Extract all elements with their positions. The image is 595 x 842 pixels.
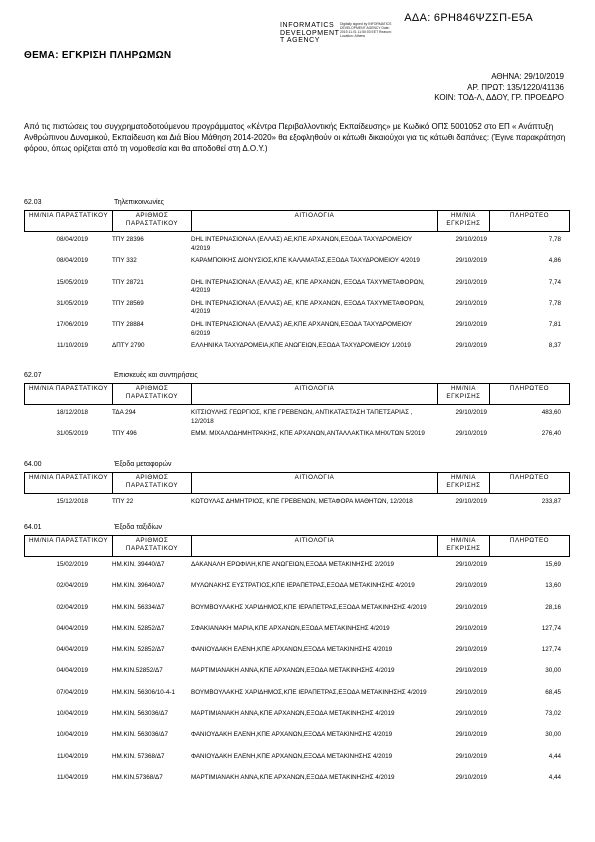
cell-amount: 30,00: [545, 667, 561, 675]
cell-date: 15/12/2018: [56, 498, 88, 505]
cell-doc: ΗΜ.ΚΙΝ. 39440/Δ7: [112, 561, 165, 568]
cell-amount: 13,60: [545, 582, 561, 590]
cell-doc: ΤΠΥ 332: [112, 257, 137, 265]
column-header-amount: ΠΛΗΡΩΤΕΟ: [490, 384, 570, 405]
digital-signature-text: Digitally signed by INFORMATICS DEVELOPMENT AGENCY Date: 2019.11.01 11:50:03 EET Reason: Location: Athens: [340, 22, 392, 38]
table-row: [24, 257, 569, 278]
section-rows: [24, 561, 569, 795]
cell-date: 08/04/2019: [56, 257, 88, 265]
cell-desc: ΒΟΥΜΒΟΥΛΑΚΗΣ ΧΑΡΙΔΗΜΟΣ,ΚΠΕ ΙΕΡΑΠΕΤΡΑΣ,ΕΞΟΔΑ ΜΕΤΑΚΙΝΗΣΗΣ 4/2019: [191, 688, 427, 696]
section-rows: [24, 409, 569, 452]
logo-line-3: T AGENCY: [280, 37, 321, 44]
cell-date: 08/04/2019: [56, 236, 88, 243]
cell-desc: ΦΑΝΙΟΥΔΑΚΗ ΕΛΕΝΗ,ΚΠΕ ΑΡΧΑΝΩΝ,ΕΞΟΔΑ ΜΕΤΑΚΙΝΗΣΗΣ 4/2019: [191, 646, 393, 654]
cell-amount: 4,44: [548, 752, 561, 760]
cell-doc: ΤΠΥ 22: [112, 498, 134, 505]
cell-date: 10/04/2019: [56, 710, 88, 718]
cell-amount: 127,74: [541, 646, 561, 654]
table-row: [24, 321, 569, 342]
section-table-header: [24, 383, 570, 405]
cell-approval: 29/10/2019: [455, 321, 487, 329]
cell-date: 04/04/2019: [56, 646, 88, 654]
cell-approval: 29/10/2019: [455, 710, 487, 718]
cell-amount: 4,44: [548, 773, 561, 781]
cell-approval: 29/10/2019: [455, 278, 487, 286]
agency-logo: [280, 22, 392, 45]
column-header-desc: ΑΙΤΙΟΛΟΓΙΑ: [192, 473, 438, 494]
column-header-approval: ΗΜ/ΝΙΑ ΕΓΚΡΙΣΗΣ: [438, 211, 490, 232]
cell-approval: 29/10/2019: [455, 582, 487, 590]
cell-doc: ΗΜ.ΚΙΝ.52852/Δ7: [112, 667, 163, 675]
cell-approval: 29/10/2019: [455, 603, 487, 611]
cell-desc: DHL ΙΝΤΕΡΝΑΣΙΟΝΑΛ (ΕΛΛΑΣ) ΑΕ,ΚΠΕ ΑΡΧΑΝΩΝ,ΕΞΟΔΑ ΤΑΧΥΔΡΟΜΕΙΟΥ 6/2019: [191, 321, 412, 337]
header-row: [25, 384, 570, 405]
section-code: 62.03: [24, 199, 42, 206]
cell-date: 17/06/2019: [56, 321, 88, 329]
section-title: Έξοδα μεταφορών: [114, 461, 172, 468]
cell-doc: ΗΜ.ΚΙΝ. 39640/Δ7: [112, 582, 165, 590]
cell-desc: ΣΦΑΚΙΑΝΑΚΗ ΜΑΡΙΑ,ΚΠΕ ΑΡΧΑΝΩΝ,ΕΞΟΔΑ ΜΕΤΑΚΙΝΗΣΗΣ 4/2019: [191, 624, 390, 632]
cell-doc: ΗΜ.ΚΙΝ. 563036/Δ7: [112, 731, 169, 739]
cell-approval: 29/10/2019: [455, 257, 487, 265]
column-header-amount: ΠΛΗΡΩΤΕΟ: [490, 536, 570, 557]
column-header-desc: ΑΙΤΙΟΛΟΓΙΑ: [192, 384, 438, 405]
table-row: [24, 667, 569, 688]
cell-desc: DHL ΙΝΤΕΡΝΑΣΙΟΝΑΛ (ΕΛΛΑΣ) ΑΕ,ΚΠΕ ΑΡΧΑΝΩΝ,ΕΞΟΔΑ ΤΑΧΥΔΡΟΜΕΙΟΥ 4/2019: [191, 236, 412, 252]
cell-approval: 29/10/2019: [455, 646, 487, 654]
cell-desc: ΜΑΡΤΙΜΙΑΝΑΚΗ ΑΝΝΑ,ΚΠΕ ΑΡΧΑΝΩΝ,ΕΞΟΔΑ ΜΕΤΑΚΙΝΗΣΗΣ 4/2019: [191, 710, 395, 718]
cell-approval: 29/10/2019: [455, 409, 487, 416]
section-table-header: [24, 472, 570, 494]
column-header-desc: ΑΙΤΙΟΛΟΓΙΑ: [192, 211, 438, 232]
cell-approval: 29/10/2019: [455, 498, 487, 505]
cell-desc: DHL ΙΝΤΕΡΝΑΣΙΟΝΑΛ (ΕΛΛΑΣ) ΑΕ, ΚΠΕ ΑΡΧΑΝΩΝ, ΕΞΟΔΑ ΤΑΧΥΜΕΤΑΦΟΡΩΝ, 4/2019: [191, 278, 425, 295]
cell-doc: ΗΜ.ΚΙΝ. 57368/Δ7: [112, 752, 165, 760]
protocol-number: ΑΡ. ΠΡΩΤ: 135/1220/41136: [467, 82, 564, 92]
cell-date: 11/10/2019: [56, 342, 88, 350]
cell-doc: ΗΜ.ΚΙΝ. 52852/Δ7: [112, 624, 165, 632]
cell-date: 02/04/2019: [56, 603, 88, 611]
cell-approval: 29/10/2019: [455, 624, 487, 632]
date-block: [340, 72, 564, 104]
section-rows: [24, 498, 569, 519]
cell-amount: 233,87: [541, 498, 561, 505]
cell-amount: 7,78: [548, 236, 561, 243]
cell-desc: ΜΑΡΤΙΜΙΑΝΑΚΗ ΑΝΝΑ,ΚΠΕ ΑΡΧΑΝΩΝ,ΕΞΟΔΑ ΜΕΤΑΚΙΝΗΣΗΣ 4/2019: [191, 667, 395, 675]
table-row: [24, 409, 569, 430]
cell-approval: 29/10/2019: [455, 667, 487, 675]
cell-doc: ΗΜ.ΚΙΝ. 56334/Δ7: [112, 603, 165, 611]
table-row: [24, 279, 569, 300]
cell-approval: 29/10/2019: [455, 561, 487, 568]
section-code: 64.00: [24, 461, 42, 468]
cell-date: 04/04/2019: [56, 667, 88, 675]
cell-date: 11/04/2019: [56, 773, 88, 781]
document-subject: ΘΕΜΑ: ΕΓΚΡΙΣΗ ΠΛΗΡΩΜΩΝ: [24, 50, 172, 61]
cell-amount: 7,74: [548, 278, 561, 286]
cell-desc: ΜΑΡΤΙΜΙΑΝΑΚΗ ΑΝΝΑ,ΚΠΕ ΑΡΧΑΝΩΝ,ΕΞΟΔΑ ΜΕΤΑΚΙΝΗΣΗΣ 4/2019: [191, 773, 395, 781]
cell-date: 31/05/2019: [56, 430, 88, 438]
column-header-approval: ΗΜ/ΝΙΑ ΕΓΚΡΙΣΗΣ: [438, 384, 490, 405]
header-row: [25, 211, 570, 232]
cell-date: 04/04/2019: [56, 624, 88, 632]
cell-approval: 29/10/2019: [455, 236, 487, 243]
cell-desc: ΚΑΡΑΜΠΟΙΚΗΣ ΔΙΟΝΥΣΙΟΣ,ΚΠΕ ΚΑΛΑΜΑΤΑΣ,ΕΞΟΔΑ ΤΑΧΥΔΡΟΜΕΙΟΥ 4/2019: [191, 257, 420, 265]
cell-doc: ΤΔΑ 294: [112, 409, 136, 416]
header-row: [25, 473, 570, 494]
column-header-doc: ΑΡΙΘΜΟΣ ΠΑΡΑΣΤΑΤΙΚΟΥ: [113, 536, 192, 557]
cell-amount: 68,45: [545, 688, 561, 696]
column-header-approval: ΗΜ/ΝΙΑ ΕΓΚΡΙΣΗΣ: [438, 536, 490, 557]
column-header-approval: ΗΜ/ΝΙΑ ΕΓΚΡΙΣΗΣ: [438, 473, 490, 494]
cell-approval: 29/10/2019: [455, 773, 487, 781]
column-header-date: ΗΜ/ΝΙΑ ΠΑΡΑΣΤΑΤΙΚΟΥ: [25, 473, 113, 494]
cell-amount: 30,00: [545, 731, 561, 739]
column-header-desc: ΑΙΤΙΟΛΟΓΙΑ: [192, 536, 438, 557]
cell-doc: ΤΠΥ 28884: [112, 321, 144, 329]
header-row: [25, 536, 570, 557]
cell-approval: 29/10/2019: [455, 342, 487, 350]
cell-doc: ΤΠΥ 28721: [112, 278, 144, 286]
cell-approval: 29/10/2019: [455, 299, 487, 307]
table-row: [24, 498, 569, 519]
cell-amount: 4,86: [548, 257, 561, 265]
table-row: [24, 625, 569, 646]
column-header-date: ΗΜ/ΝΙΑ ΠΑΡΑΣΤΑΤΙΚΟΥ: [25, 384, 113, 405]
logo-line-1: INFORMATICS: [280, 22, 335, 29]
table-row: [24, 430, 569, 451]
ada-code: ΑΔΑ: 6ΡΗ846ΨΖΣΠ-Ε5Α: [404, 12, 533, 24]
cell-approval: 29/10/2019: [455, 731, 487, 739]
section-rows: [24, 236, 569, 364]
section-code: 62.07: [24, 372, 42, 379]
cell-desc: ΚΩΤΟΥΛΑΣ ΔΗΜΗΤΡΙΟΣ, ΚΠΕ ΓΡΕΒΕΝΩΝ, ΜΕΤΑΦΟΡΑ ΜΑΘΗΤΩΝ, 12/2018: [191, 498, 413, 505]
cell-desc: ΦΑΝΙΟΥΔΑΚΗ ΕΛΕΝΗ,ΚΠΕ ΑΡΧΑΝΩΝ,ΕΞΟΔΑ ΜΕΤΑΚΙΝΗΣΗΣ 4/2019: [191, 731, 393, 739]
cell-doc: ΗΜ.ΚΙΝ. 56306/10-4-1: [112, 688, 175, 696]
column-header-doc: ΑΡΙΘΜΟΣ ΠΑΡΑΣΤΑΤΙΚΟΥ: [113, 211, 192, 232]
cell-doc: ΤΠΥ 28569: [112, 299, 144, 307]
cell-date: 18/12/2018: [56, 409, 88, 416]
table-row: [24, 300, 569, 321]
cell-amount: 127,74: [541, 624, 561, 632]
table-row: [24, 731, 569, 752]
section-table-header: [24, 210, 570, 232]
cell-doc: ΔΠΤΥ 2790: [112, 342, 145, 350]
section-title: Τηλεπικοινωνίες: [114, 199, 165, 206]
cell-amount: 73,02: [545, 710, 561, 718]
column-header-amount: ΠΛΗΡΩΤΕΟ: [490, 473, 570, 494]
logo-line-2: DEVELOPMENT: [280, 29, 340, 37]
cell-desc: ΚΙΤΣΙΟΥΛΗΣ ΓΕΩΡΓΙΟΣ, ΚΠΕ ΓΡΕΒΕΝΩΝ, ΑΝΤΙΚΑΤΑΣΤΑΣΗ ΤΑΠΕΤΣΑΡΙΑΣ , 12/2018: [191, 409, 413, 425]
cell-doc: ΤΠΥ 28396: [112, 236, 144, 243]
cell-amount: 483,60: [541, 409, 561, 416]
table-row: [24, 753, 569, 774]
table-row: [24, 561, 569, 582]
table-row: [24, 710, 569, 731]
table-row: [24, 342, 569, 363]
cell-desc: ΕΛΛΗΝΙΚΑ ΤΑΧΥΔΡΟΜΕΙΑ,ΚΠΕ ΑΝΩΓΕΙΩΝ,ΕΞΟΔΑ ΤΑΧΥΔΡΟΜΕΙΟΥ 1/2019: [191, 342, 411, 350]
cell-date: 11/04/2019: [56, 752, 88, 760]
table-row: [24, 689, 569, 710]
cell-date: 15/05/2019: [56, 278, 88, 286]
column-header-date: ΗΜ/ΝΙΑ ΠΑΡΑΣΤΑΤΙΚΟΥ: [25, 536, 113, 557]
table-row: [24, 604, 569, 625]
section-title: Έξοδα ταξιδίων: [114, 524, 163, 531]
column-header-date: ΗΜ/ΝΙΑ ΠΑΡΑΣΤΑΤΙΚΟΥ: [25, 211, 113, 232]
cell-approval: 29/10/2019: [455, 688, 487, 696]
cell-desc: DHL ΙΝΤΕΡΝΑΣΙΟΝΑΛ (ΕΛΛΑΣ) ΑΕ, ΚΠΕ ΑΡΧΑΝΩΝ, ΕΞΟΔΑ ΤΑΧΥΜΕΤΑΦΟΡΩΝ, 4/2019: [191, 299, 425, 316]
recipients-line: ΚΟΙΝ: ΤΟΔ-Λ, ΔΔΟΥ, ΓΡ. ΠΡΟΕΔΡΟ: [434, 93, 564, 102]
column-header-doc: ΑΡΙΘΜΟΣ ΠΑΡΑΣΤΑΤΙΚΟΥ: [113, 473, 192, 494]
section-title: Επισκευές και συντηρήσεις: [114, 372, 198, 379]
cell-amount: 7,81: [548, 321, 561, 329]
cell-date: 31/05/2019: [56, 299, 88, 307]
table-row: [24, 646, 569, 667]
cell-doc: ΤΠΥ 496: [112, 430, 137, 438]
cell-amount: 15,69: [545, 561, 561, 568]
cell-desc: ΦΑΝΙΟΥΔΑΚΗ ΕΛΕΝΗ,ΚΠΕ ΑΡΧΑΝΩΝ,ΕΞΟΔΑ ΜΕΤΑΚΙΝΗΣΗΣ 4/2019: [191, 752, 393, 760]
date-line: ΑΘΗΝΑ: 29/10/2019: [491, 72, 564, 81]
cell-date: 02/04/2019: [56, 582, 88, 590]
cell-desc: ΒΟΥΜΒΟΥΛΑΚΗΣ ΧΑΡΙΔΗΜΟΣ,ΚΠΕ ΙΕΡΑΠΕΤΡΑΣ,ΕΞΟΔΑ ΜΕΤΑΚΙΝΗΣΗΣ 4/2019: [191, 603, 427, 611]
cell-approval: 29/10/2019: [455, 430, 487, 438]
table-row: [24, 236, 569, 257]
table-row: [24, 582, 569, 603]
section-table-header: [24, 535, 570, 557]
column-header-doc: ΑΡΙΘΜΟΣ ΠΑΡΑΣΤΑΤΙΚΟΥ: [113, 384, 192, 405]
cell-date: 10/04/2019: [56, 731, 88, 739]
section-code: 64.01: [24, 524, 42, 531]
cell-doc: ΗΜ.ΚΙΝ. 52852/Δ7: [112, 646, 165, 654]
cell-amount: 28,16: [545, 603, 561, 611]
cell-approval: 29/10/2019: [455, 752, 487, 760]
intro-paragraph: Από τις πιστώσεις του συγχρηματοδοτούμενου προγράμματος «Κέντρα Περιβαλλοντικής Εκπαίδευσης» με Κωδικό ΟΠΣ 5001052 στο ΕΠ « Ανάπτυξη Ανθρώπινου Δυναμικού, Εκπαίδευση και Διά Βίου Μάθηση 2014-2020» θα εξοφληθούν οι κάτωθι δικαιούχοι για τις κάτωθι δαπάνες: (Έγινε παρακράτηση φόρου, όπως ορίζεται από τη νομοθεσία και θα αποδοθεί στη Δ.Ο.Υ.): [24, 122, 566, 153]
cell-desc: ΕΜΜ. ΜΙΧΑΛΟΔΗΜΗΤΡΑΚΗΣ, ΚΠΕ ΑΡΧΑΝΩΝ,ΑΝΤΑΛΛΑΚΤΙΚΑ ΜΗΧ/ΤΩΝ 5/2019: [191, 430, 425, 438]
cell-amount: 7,78: [548, 299, 561, 307]
cell-amount: 8,37: [548, 342, 561, 350]
cell-desc: ΔΑΚΑΝΑΛΗ ΕΡΩΦΙΛΗ,ΚΠΕ ΑΝΩΓΕΙΩΝ,ΕΞΟΔΑ ΜΕΤΑΚΙΝΗΣΗΣ 2/2019: [191, 561, 394, 568]
cell-desc: ΜΥΛΩΝΑΚΗΣ ΕΥΣΤΡΑΤΙΟΣ,ΚΠΕ ΙΕΡΑΠΕΤΡΑΣ,ΕΞΟΔΑ ΜΕΤΑΚΙΝΗΣΗΣ 4/2019: [191, 582, 415, 590]
cell-date: 07/04/2019: [56, 688, 88, 696]
cell-doc: ΗΜ.ΚΙΝ.57368/Δ7: [112, 773, 163, 781]
column-header-amount: ΠΛΗΡΩΤΕΟ: [490, 211, 570, 232]
cell-amount: 276,40: [541, 430, 561, 438]
cell-doc: ΗΜ.ΚΙΝ. 563036/Δ7: [112, 710, 169, 718]
table-row: [24, 774, 569, 795]
cell-date: 15/02/2019: [56, 561, 88, 568]
